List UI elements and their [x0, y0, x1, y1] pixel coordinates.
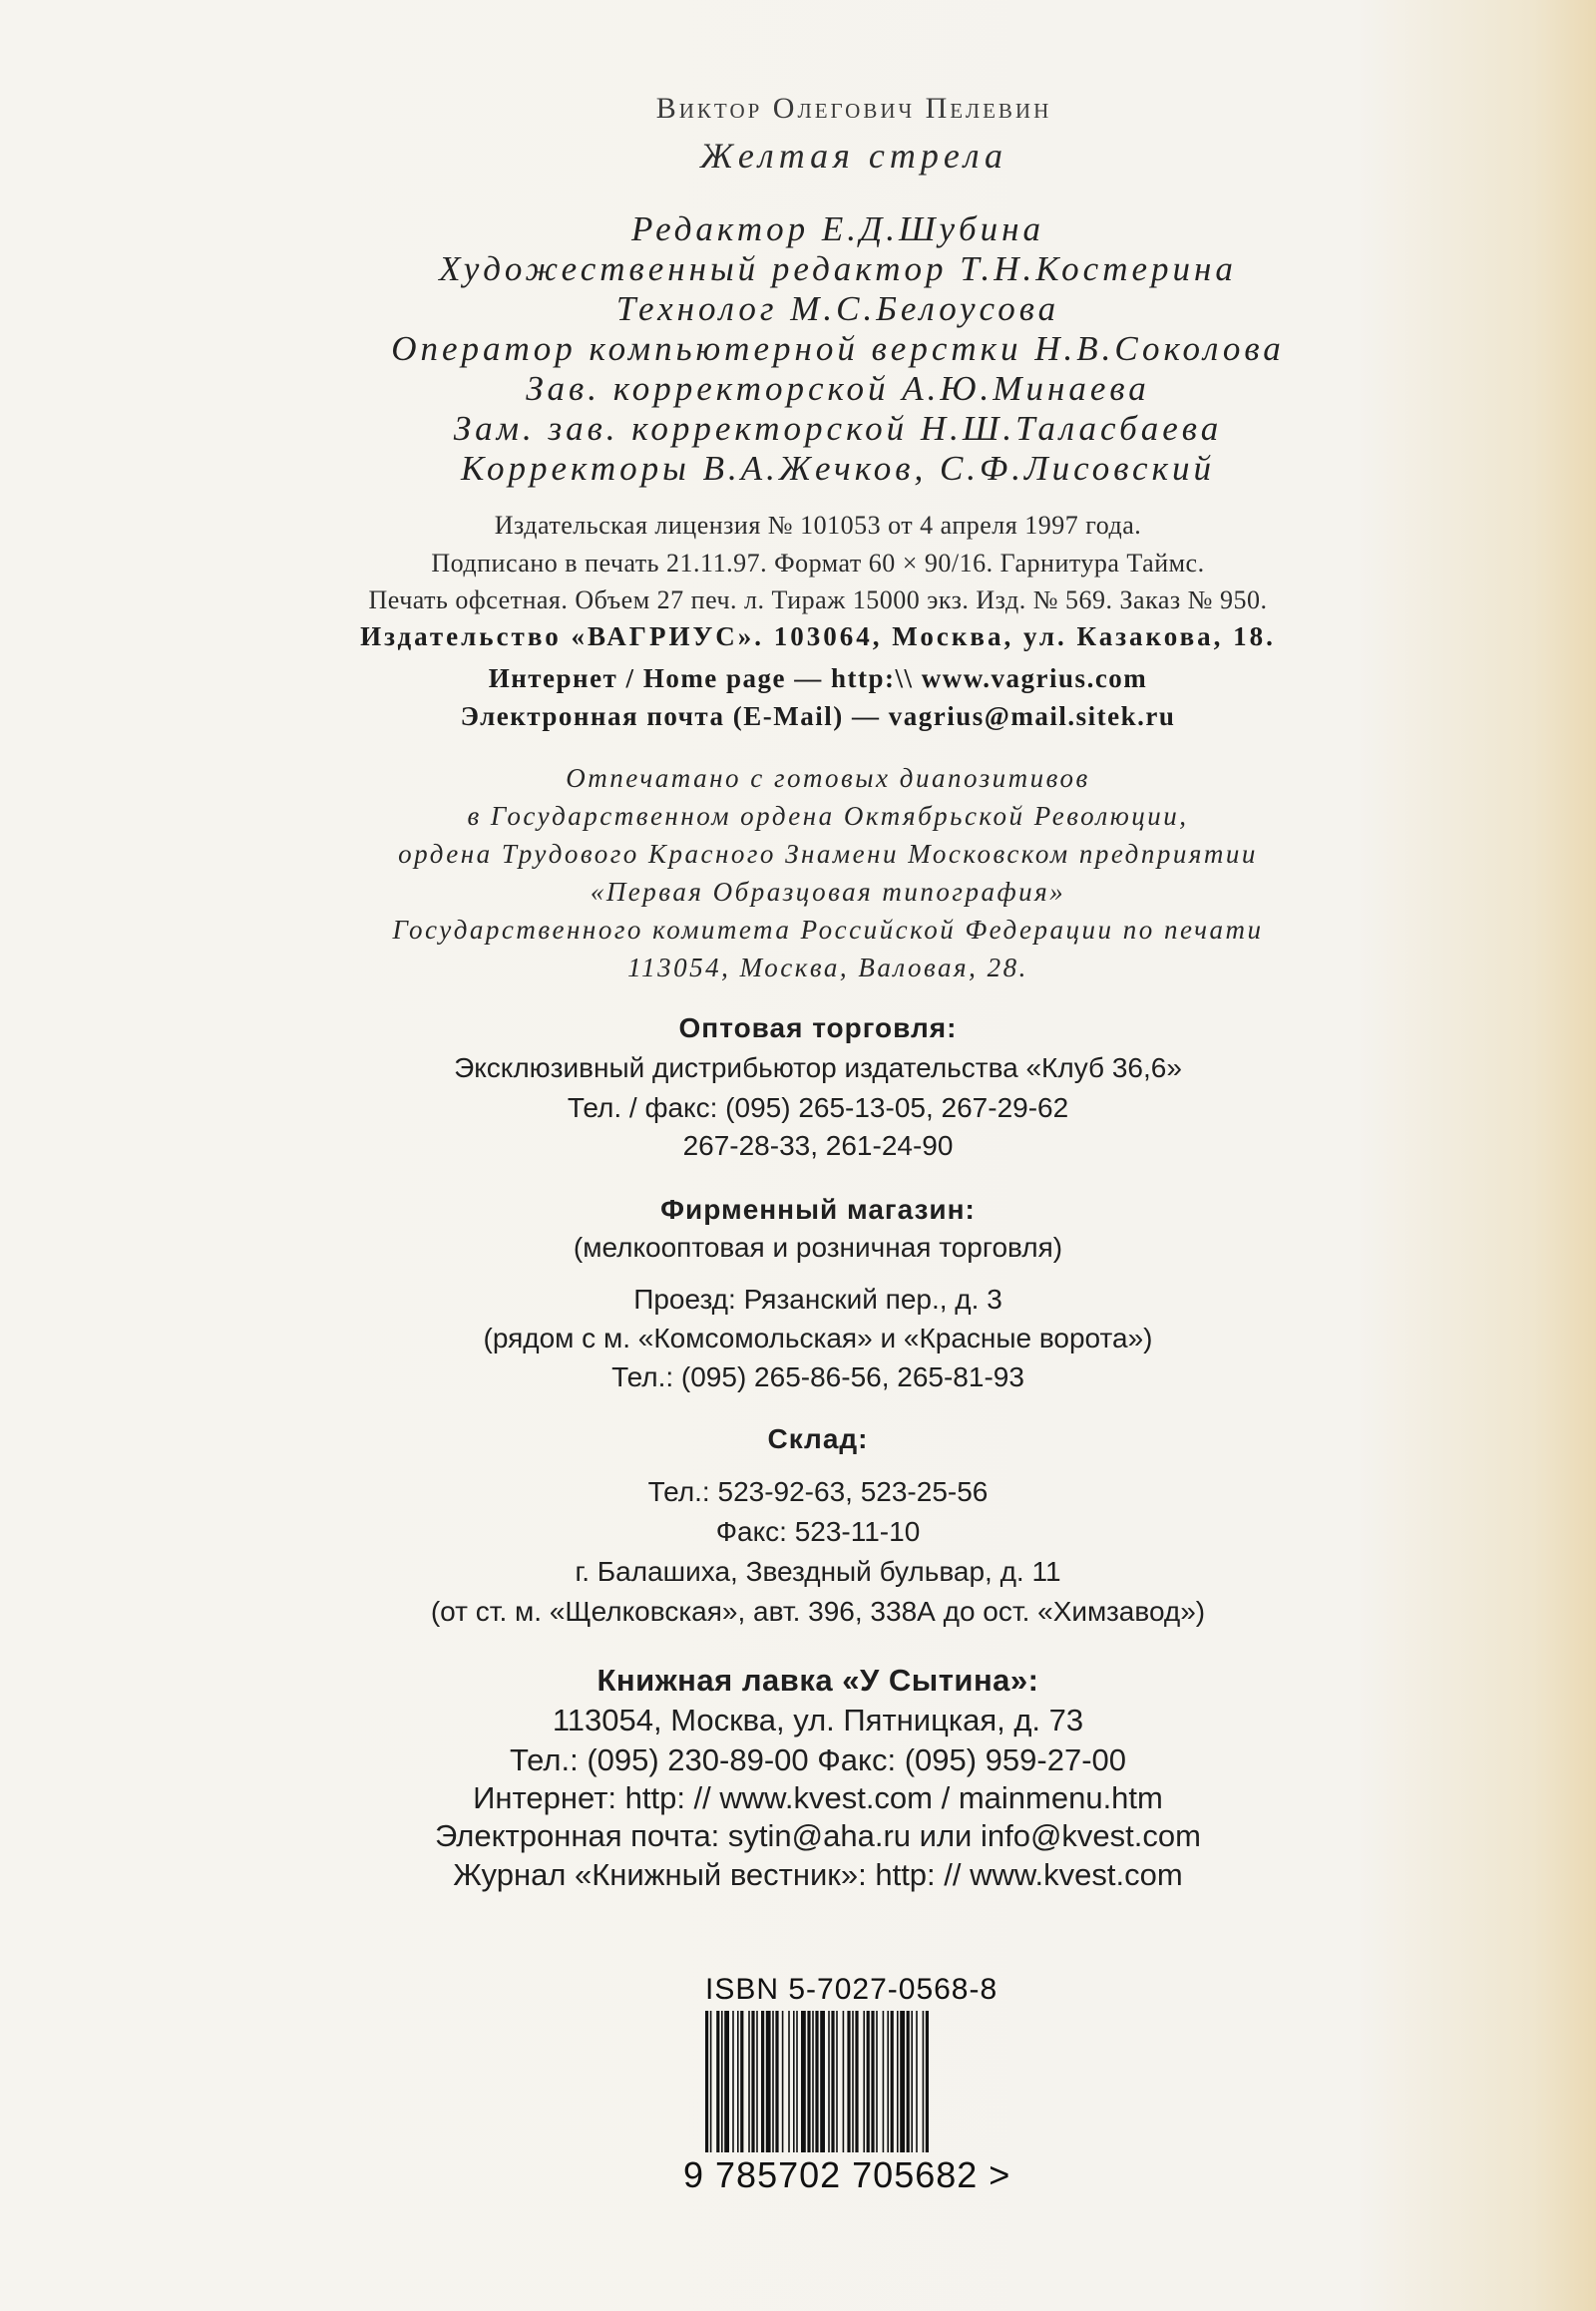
ean-digits: 9 785702 705682 >: [683, 2154, 1011, 2195]
bookshop-address: 113054, Москва, ул. Пятницкая, д. 73: [552, 1703, 1084, 1737]
wholesale-phone-2: 267-28-33, 261-24-90: [682, 1130, 954, 1161]
printed-line-3: ордена Трудового Красного Знамени Московском предприятии: [398, 839, 1258, 869]
store-phone: Тел.: (095) 265-86-56, 265-81-93: [611, 1361, 1024, 1392]
printed-line-6: 113054, Москва, Валовая, 28.: [627, 953, 1028, 982]
bookshop-journal: Журнал «Книжный вестник»: http: // www.kvest.com: [453, 1857, 1183, 1892]
imprint-print: Печать офсетная. Объем 27 печ. л. Тираж 15000 экз. Изд. № 569. Заказ № 950.: [368, 585, 1268, 614]
store-address: Проезд: Рязанский пер., д. 3: [633, 1284, 1002, 1315]
warehouse-address: г. Балашиха, Звездный бульвар, д. 11: [575, 1556, 1061, 1587]
bookshop-internet: Интернет: http: // www.kvest.com / mainmenu.htm: [473, 1780, 1163, 1815]
printed-line-5: Государственного комитета Российской Федерации по печати: [392, 915, 1264, 945]
credit-proofreading-head: Зав. корректорской А.Ю.Минаева: [526, 369, 1150, 408]
warehouse-fax: Факс: 523-11-10: [715, 1516, 921, 1547]
author-name: Виктор Олегович Пелевин: [655, 92, 1052, 125]
credit-technologist: Технолог М.С.Белоусова: [615, 289, 1060, 328]
wholesale-phone-1: Тел. / факс: (095) 265-13-05, 267-29-62: [567, 1092, 1069, 1123]
imprint-signed: Подписано в печать 21.11.97. Формат 60 × 90/16. Гарнитура Таймс.: [431, 549, 1205, 578]
book-title: Желтая стрела: [699, 136, 1008, 176]
store-heading: Фирменный магазин:: [660, 1194, 976, 1225]
warehouse-heading: Склад:: [767, 1423, 869, 1454]
credit-art-editor: Художественный редактор Т.Н.Костерина: [439, 249, 1237, 288]
credit-layout-operator: Оператор компьютерной верстки Н.В.Соколова: [391, 329, 1285, 368]
wholesale-heading: Оптовая торговля:: [678, 1012, 958, 1043]
imprint-email: Электронная почта (E-Mail) — vagrius@mail.sitek.ru: [460, 701, 1176, 731]
credit-editor: Редактор Е.Д.Шубина: [630, 209, 1045, 248]
isbn-number: ISBN 5-7027-0568-8: [705, 1973, 998, 2006]
warehouse-phone: Тел.: 523-92-63, 523-25-56: [647, 1476, 989, 1507]
bookshop-email: Электронная почта: sytin@aha.ru или info@kvest.com: [435, 1818, 1201, 1853]
warehouse-directions: (от ст. м. «Щелковская», авт. 396, 338А до ост. «Химзавод»): [430, 1596, 1206, 1627]
bookshop-heading: Книжная лавка «У Сытина»:: [597, 1663, 1039, 1698]
imprint-internet: Интернет / Home page — http:\\ www.vagrius.com: [488, 663, 1148, 693]
printed-line-2: в Государственном ордена Октябрьской Революции,: [467, 801, 1189, 831]
imprint-publisher: Издательство «ВАГРИУС». 103064, Москва, ул. Казакова, 18.: [360, 621, 1276, 651]
imprint-license: Издательская лицензия № 101053 от 4 апреля 1997 года.: [494, 511, 1142, 540]
wholesale-distributor: Эксклюзивный дистрибьютор издательства «Клуб 36,6»: [454, 1052, 1182, 1083]
credit-proofreading-deputy: Зам. зав. корректорской Н.Ш.Таласбаева: [453, 409, 1223, 448]
isbn-block: [683, 1973, 1054, 2196]
store-type: (мелкооптовая и розничная торговля): [573, 1232, 1063, 1263]
store-near: (рядом с м. «Комсомольская» и «Красные ворота»): [483, 1323, 1153, 1353]
bookshop-phone: Тел.: (095) 230-89-00 Факс: (095) 959-27-00: [509, 1742, 1127, 1777]
printed-line-4: «Первая Образцовая типография»: [590, 877, 1066, 907]
credit-proofreaders: Корректоры В.А.Жечков, С.Ф.Лисовский: [461, 449, 1215, 488]
printed-line-1: Отпечатано с готовых диапозитивов: [566, 763, 1090, 793]
isbn-barcode: [705, 2011, 1034, 2152]
